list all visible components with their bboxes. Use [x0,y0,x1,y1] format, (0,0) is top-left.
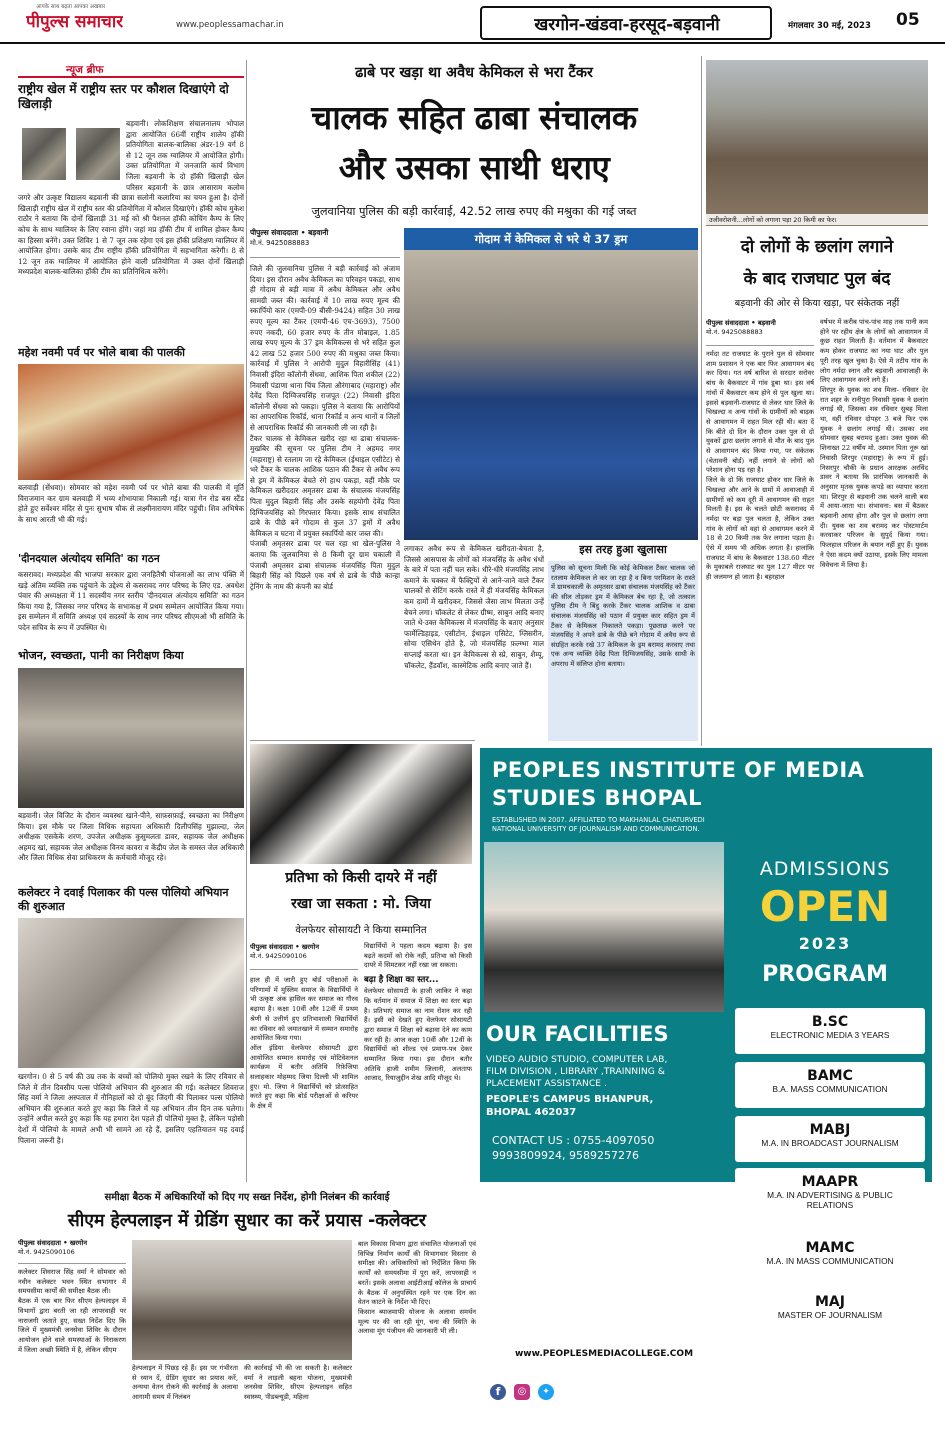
how-caught-title: इस तरह हुआ खुलासा [579,543,667,556]
ziya-byline-phone: मो.नं. 9425090106 [250,952,307,960]
cm-col-3: की कार्रवाई भी की जा सकती है। कलेक्टर वर्मा ने लाड़ली बहना योजना, मुख्यमंत्री जनसेवा शिविर, सीएम हेल्पलाइन सहित स्वास्थ्य, पीडब्ल्यूडी, महिला [244,1364,352,1402]
ad-facilities-line-3: PLACEMENT ASSISTANCE . [486,1078,607,1089]
rajghat-col-2: वर्षभर में करीब पांच-पांच माह तक पानी कम होने पर रहीय क्षेत्र के लोगों को आवागमन में कुछ राहत मिलती है। वर्तमान में बैकवाटर कम होकर राजघाट का नया घाट और पुल पूरी तरह खुल चुका है। ऐसे में तटीय गांव के लोग नर्मदा स्नान और बड़वानी आवाजाही के लिए आवागमन करने लगे हैं। शिरपुर के युवक का शव मिला- रविवार देर रात शहर के रानीपुरा निवासी युवक ने छलांग लगाई थी, जिसका शव रविवार सुबह मिला था, वहीं रविवार दोपहर 3 बजे फिर एक युवक ने छलांग लगाई थी। उसका शव सोमवार सुबह बरामद हुआ। उक्त युवक की शिनाख्त 22 वर्षीय मो. उस्मान पिता नूरू खां निवासी शिरपुर (महाराष्ट्र) के रूप में हुई। निसरपुर चौकी के प्रधान आरक्षक अरविंद डावर ने बताया कि प्रारंभिक जानकारी के अनुसार मृतक युवक कपड़े का व्यापार करता था। शिरपुर से बड़वानी तक चलने वाली बस में आया-जाता था। संभावना: बस में बैठकर बड़वानी आया होगा और पुल से छलांग लगा दी। युवक का शव बरामद कर पोस्टमार्टम करवाकर परिजन के सुपुर्द किया गया। फिलहाल परिजन के बयान नहीं हुए हैं। युवक ने ऐसा कदम क्यों उठाया, इसके लिए मामला विवेचना में लिया है। [820,318,928,569]
course-mabj[interactable] [735,1116,925,1162]
ad-facilities-title: OUR FACILITIES [486,1022,669,1046]
brief-4-body: बड़वानी। जेल विजिट के दौरान व्यवस्था खाने-पीने, साफ़सफ़ाई, स्वच्छता का निरीक्षण किया। इस मौके पर जिला विधिक सहायता अधिकारी दिलीपसिंह मुझाल्दा, जेल अधीक्षक एसकेके शरण, उपजेल अधीक्षक कुसुमलता डावर, सहायक जेल अधीक्षक अहमद खां, सहायक जेल अधीक्षक विनय कावरा व केंद्रीय जेल के समस्त जेल अधिकारी और जिला विधिक सेवा प्राधिकरण के कर्मचारी मौजूद रहे। [18,811,244,863]
ad-title-line-2: STUDIES BHOPAL [492,786,703,810]
lead-col-1: जिले की जुलवानिया पुलिस ने बड़ी कार्रवाई को अंजाम दिया। इस दौरान अवैध केमिकल का परिवहन पकड़ा, साथ ही गोदाम से बड़ी मात्रा में अवैध केमिकल और अवैध सामग्री जब्त की। कार्रवाई में 10 लाख रुपए मूल्य की स्कार्पियो कार (एमपी-09 बीसी-9424) सहित 30 लाख रुपए मूल्य का टैंकर (एमपी-46 एच-3693), 7500 रुपए नकदी, 60 हजार रुपए के तीन मोबाइल, 1.85 लाख रुपए मूल्य के 37 ड्रम केमिकल्स से भरे सहित कुल 42 लाख 52 हजार 500 रुपए की मश्रुका जब्त किया। कार्रवाई में पुलिस ने आरोपी मुदुल विहारीसिंह (41) निवासी इंदिरा कॉलोनी सेंधवा, आशिक पिता शकील (22) निवासी पंडाणा थाना चिंच जिला औरंगाबाद (महाराष्ट्र) और देवेंद्र पिता दिग्विजयसिंह राजपूत (22) निवासी इंदिरा कॉलोनी सेंधवा को पकड़ा। पुलिस ने बताया कि आरोपियों का आपराधिक रिकॉर्ड, थाना रिकॉर्ड व अन्य थानों व जिलों से आपराधिक रिकॉर्ड की जानकारी ली जा रही है। टैंकर चालक से केमिकल खरीद रहा था ढाबा संचालक-मुखबिर की सूचना पर पुलिस टीम ने अहमद नगर (महाराष्ट्र) से रतलाम जा रहे केमिकल (ईथाइल एसीटेट) से भरे टैंकर के चालक आशिक पठान की टैंकर से अवैध रूप से ड्रम में केमिकल बेचते रंगे हाथ पकड़ा, वहीं मौके पर केमिकल खरीददार अमृतसर ढाबा के संचालक मंजयसिंह पिता मुदुल बिहारी सिंह और उसके सहयोगी देवेंद्र पिता दिग्विजयसिंह को गिरफ्तार किया। इसके साथ संचालित ढाबे के पीछे बने गोदाम से कुल 37 ड्रमों में अवैध केमिकल व घटना में प्रयुक्त स्कार्पियो कार जब्त की। पंजाबी अमृतसर ढाबा पर चल रहा था खेल-पुलिस ने बताया कि जुलवानिया से 8 किमी दूर ग्राम चकाली में पंजाबी अमृतसर ढाबा संचालक मंजयसिंह पिता मुदुल बिहारी सिंह को पिछले एक वर्ष से ढाबे के पीछे कान्हा ट्रेनिंग के नाम की कंपनी का बोर्ड [250,264,400,591]
ad-campus-line-2: BHOPAL 462037 [486,1107,577,1118]
ad-website-text: www.PEOPLESMEDIACOLLEGE.COM [514,1349,694,1359]
ad-facilities-line-1: VIDEO AUDIO STUDIO, COMPUTER LAB, [486,1054,668,1065]
course-mamc-desc: M.A. IN MASS COMMUNICATION [766,1256,894,1266]
ziya-headline-line-2: रखा जा सकता : मो. जिया [291,896,431,912]
news-brief-column [18,62,244,1182]
cm-headline: सीएम हेल्पलाइन में ग्रेडिंग सुधार का करें प्रयास -कलेक्टर [67,1211,427,1231]
ad-year: 2023 [798,934,852,953]
rajghat-byline-phone: मो.नं. 9425088883 [706,328,763,336]
rajghat-deck: बड़वानी की ओर से किया खड़ा, पर संकेतक नहीं [734,298,900,309]
ziya-byline-text: पीपुल्स संवाददाता • खरगोन [250,943,319,951]
course-bamc-desc: B.A. MASS COMMUNICATION [772,1084,888,1094]
rajghat-story [706,56,928,746]
how-caught-body: पुलिस को सूचना मिली कि कोई केमिकल टैंकर चालक जो रतलाम केमिकल ले कर जा रहा है व बिना परमिशन के रास्ते में ग्रामचकाली के अमृतसर ढाबा संचालक मंजयसिंह को टैंकर की सील तोड़कर ड्रम में केमिकल बेच रहा है, जो तत्काल पुलिस टीम ने बिंदु करके टैंकर चालक आशिक व ढाबा संचालक मंजयसिंह को पठान में प्रयुक्त कार सहित ड्रम में टैंकर से केमिकल निकालते पकड़ा। पूछताछ करने पर मंजयसिंह ने अपने ढाबे के पीछे बने गोदाम में अवैध रूप से संग्रहित करके रखे 37 केमिकल के ड्रम बरामद करवाए तथा एक अन्य व्यक्ति देवेंद्र पिता दिग्विजयसिंह, उसके साथी के अपराध में संलिप्त होना बताया। [548,561,698,741]
ad-social-icons [490,1384,570,1402]
ad-facilities-line-2: FILM DIVISION , LIBRARY ,TRAINNING & [486,1066,665,1077]
ziya-col-2-body: वेलफेयर सोसायटी के हाजी जाकिर ने कहा कि वर्तमान में समाज में शिक्षा का स्तर बढ़ा है। प्रतिभाएं समाज का नाम रोशन कर रही हैं। इसी को देखते हुए वेलफेयर सोसायटी द्वारा समाज में शिक्षा को बढ़ावा देने का काम कर रही है। आज कक्षा 10वीं और 12वीं के विद्यार्थियों को शील्ड एवं प्रमाण-पत्र देकर सम्मानित किया गया। इस दौरान बतौर अतिथि हाजी शमीम जिलानी, अलताफ आजाद, रियाजुद्दीन शेख आदि मौजूद थे। [364,987,472,1083]
course-bamc-code: BAMC [807,1068,853,1084]
course-mamc[interactable] [735,1234,925,1280]
cm-col-4: बाल विकास विभाग द्वारा संचालित योजनाओं एवं विभिन्न निर्माण कार्यों की विभागवार विस्तार से समीक्षा की। अधिकारियों को निर्देशित किया कि कार्यों को समयसीमा में पूरा करें, लापरवाही न बरतें। इसके अलावा आईटीआई कॉलेज के प्राचार्य के बैठक में अनुपस्थित रहने पर एक दिन का वेतन काटने के निर्देश भी दिए। किसान ब्याजमाफी योजना के अलावा समर्थन मूल्य पर की जा रही मूंग, चना की स्थिति के अलावा मूंग पंजीयन की जानकारी भी ली। [358,1240,476,1336]
polio-drops-photo [18,918,244,1068]
photo-banner [404,228,698,250]
ad-admissions: ADMISSIONS [759,858,891,880]
course-mamc-code: MAMC [805,1240,855,1256]
ziya-col-2 [364,942,472,1182]
how-caught-box [548,542,698,744]
ad-contact-line-1: CONTACT US : 0755-4097050 [492,1134,655,1147]
meeting-photo [132,1240,352,1360]
brief-1-body [18,119,244,343]
ad-campus-line-1: PEOPLE'S CAMPUS BHANPUR, [486,1094,654,1105]
rajghat-photo-caption: उजीवरोशनी...लोगों को लगाना पड़ा 20 किमी का फेर। [706,214,928,225]
ziya-col-2-intro: विद्यार्थियों ने पहला कदम बढ़ाया है। इस बढ़ते कदमों को रोके नहीं, प्रतिभा को किसी दायरे में सिमटकर नहीं रखा जा सकता। [364,942,472,970]
ziya-col-1: हाल ही में जारी हुए बोर्ड परीक्षाओं के परिणामों में मुस्लिम समाज के विद्यार्थियों ने भी उत्कृष्ट अंक हासिल कर समाज का गौरव बढ़ाया है। कक्षा 10वीं और 12वीं में प्रथम श्रेणी से उत्तीर्ण हुए प्रतिभाशाली विद्यार्थियों का रविवार को जमातखाने में सम्मान समारोह आयोजित किया गया। ऑल इंडिया वेलफेयर सोसायटी द्वारा आयोजित सम्मान समारोह एवं मोटिवेशनल कार्यक्रम में बतौर अतिथि रिफ़ेजिया सलाहकार मोहम्मद जिया दिल्ली भी शामिल हुए। मो. जिया ने विद्यार्थियों को प्रोत्साहित करते हुए कहा कि बोर्ड परीक्षाओं से करियर के क्षेत्र में [250,976,358,1111]
lead-story [250,56,698,746]
course-maj[interactable] [735,1288,925,1334]
instagram-icon[interactable]: ◎ [514,1384,530,1400]
course-maj-desc: MASTER OF JOURNALISM [777,1310,883,1320]
ziya-headline-line-1: प्रतिभा को किसी दायरे में नहीं [285,870,437,886]
page-number: 05 [896,10,920,30]
lead-byline [250,228,400,258]
lead-kicker: ढाबे पर खड़ा था अवैध केमिकल से भरा टैंकर [355,65,593,81]
ad-website-bar[interactable] [486,1344,722,1366]
course-bsc[interactable] [735,1008,925,1054]
chemical-drums-photo [404,228,698,540]
rajghat-byline-text: पीपुल्स संवाददाता • बड़वानी [706,319,776,327]
ad-contact-line-2: 9993809924, 9589257276 [492,1149,639,1162]
palki-photo [18,364,244,480]
column-divider-left [246,60,247,1182]
jail-inspection-photo [18,668,244,808]
brief-5-body: खरगोन। 0 से 5 वर्ष की उम्र तक के बच्चों को पोलियो मुक्त रखने के लिए रविवार से जिले में तीन दिवसीय पल्स पोलियो अभियान की शुरुआत की गई। कलेक्टर शिवराज सिंह वर्मा ने जिला अस्पताल में नौनिहालों को दो बूंद जिंदगी की पिलाकर पल्स पोलियो अभियान की शुरुआत करते हुए कहा कि जिले में यह अभियान तीन दिन तक चलेगा। उन्होंने अपील करते हुए कहा कि यह हमारा देश पहले ही पोलियो मुक्त है, लेकिन पड़ोसी देशों में पोलियो के मामले अभी भी सामने आ रहे हैं, इसलिए एहतियातन यह दवाई पिलाना जरूरी है। [18,1072,244,1145]
cm-byline-text: पीपुल्स संवाददाता • खरगोन [18,1239,87,1247]
course-bsc-code: B.SC [811,1014,849,1030]
paper-tagline: आपके साथ बढ़ता आपका अखबार [36,4,106,10]
brief-3-body: कसरावद। मध्यप्रदेश की भाजपा सरकार द्वारा जनहितैषी योजनाओं का लाभ पंक्ति में खड़े अंतिम व्यक्ति तक पहुंचाने के उद्देश्य से कसरावद नगर परिषद के लिए एड. अवधेश पंवार की अध्यक्षता में 11 सदस्यीय नगर स्तरीय 'दीनदयाल अंत्योदय समिति' का गठन किया गया है, जिसका नगर परिषद के सभाकक्ष में प्रथम सम्मेलन आयोजित किया गया। इस सम्मेलन में समिति अध्यक्ष एवं सदस्यों के साथ नगर परिषद सीएमओ भी समिति के पदेन सचिव के रूप में उपस्थित थे। [18,570,244,632]
ziya-story [250,744,472,1182]
lead-headline-line-1: चालक सहित ढाबा संचालक [311,98,637,137]
ziya-subhead: बढ़ा है शिक्षा का स्तर... [364,975,439,986]
ad-open: OPEN [759,882,891,931]
lead-byline-phone: मो.नं. 9425088883 [250,239,310,247]
course-maapr-code: MAAPR [801,1174,859,1190]
rajghat-byline [706,318,814,346]
brief-3-headline: 'दीनदयाल अंत्योदय समिति' का गठन [18,553,160,565]
facebook-icon[interactable]: f [490,1384,506,1400]
lead-col-2: लगाकर अवैध रूप से केमिकल खरीदता-बेचता है, जिससे आसपास के लोगों को मंजयसिंह के अवैध धंधों के बारे में पता नहीं चल सके। धीरे-धीरे मंजयसिंह लाभ कमाने के चक्कर में फैक्ट्रियों से आने-जाने वाले टैंकर चालकों से सेटिंग करके रास्ते में ही मंजयसिंह केमिकल कम दामों में खरीदकर, जिससे जैसा लाभ मिलता उन्हें बेचने लगा। चॉकलेट से लेकर ग्रीष्म, साबुन आदि बनाए जाते थे-उक्त केमिकल्स में मंजयसिंह के बताए अनुसार फार्मेल्डिहाइड, एसीटोन, ईथाइल एसिटेट, ग्लिसरीन, सोया एसिथेन होते है, जो मंजयसिंह फ़ल्म्भा माल सप्लाई करता था। इन केमिकल्स से स्प्रे, साबुन, शैम्पू, चॉकलेट, हैंडवॉश, कास्मेटिक आदि बनाए जाते हैं। [404,544,544,670]
issue-date: मंगलवार 30 मई, 2023 [788,21,871,31]
rajghat-col-1: नर्मदा तट राजघाट के पुराने पुल से सोमवार शाम प्रशासन ने एक बार फिर आवागमन बंद कर दिया। गत वर्ष बारिश से सरदार सरोवर बांध के बैकवाटर में गांव डूबा था। इस वर्ष गांवों में बैकवाटर कम होने से पुल खुला था। इससे बड़वानी-राजघाट से लेकर धार जिले के चिखल्दा व अन्य गांवों के ग्रामीणों को बाढ़क से आवागमन में राहत मिल रही थी। बता दें कि बीते दो दिन के दौरान उक्त पुल से दो युवकों द्वारा छलांग लगाने से मौत के बाद पुल से आवागमन बंद किया गया, पर संकेतक (चेतावनी बोर्ड) नहीं लगाने से लोगों को परेशान होना पड़ रहा है। जिले के दो किं राजघाट होकर धार जिले के चिखल्दा और आने के ग्रामों में आवाजाही में ग्रामीणों को कम दूरी में आवागमन की राहत मिलती है। इस के चलते छोटी कसरावद में नर्मदा पर बड़ा पुल चलता है, लेकिन उक्त गांव के लोगों को वहां से आवागमन करने में 18 से 20 किमी तक फेर लगाना पड़ता है। ऐसे में समय भी अधिक लगता है। हालांकि राजघाट में बांध के बैकवाटर 138.60 मीटर के मुकाबले राजघाट का पुल 127 मीटर पर ही जलमग्न हो जाता है। बहरहाल [706,350,814,582]
felicitation-photo [250,744,472,864]
paper-website[interactable]: www.peoplessamachar.in [176,20,284,30]
column-divider-right [701,56,702,746]
cm-byline-phone: मो.नं. 9425090106 [18,1248,75,1256]
ad-title-line-1: PEOPLES INSTITUTE OF MEDIA [492,758,865,782]
news-brief-label [18,62,244,78]
course-maapr[interactable] [735,1168,925,1226]
course-maj-code: MAJ [815,1294,845,1310]
course-bamc[interactable] [735,1062,925,1108]
lead-headline-line-2: और उसका साथी धराए [338,148,610,187]
rajghat-headline-line-2: के बाद राजघाट पुल बंद [743,269,891,289]
cm-col-2: हेल्पलाइन में पिछड़ रहे हैं। इस पर गंभीरता से ध्यान दें, ग्रेडिंग सुधार का प्रयास करें, अन्यथा वेतन रोकने की कार्रवाई के अलावा आगामी समय में निलंबन [132,1364,238,1402]
ad-students-photo [484,842,724,1012]
photo-banner-text: गोदाम में केमिकल से भरे थे 37 ड्रम [474,232,628,246]
brief-4-headline: भोजन, स्वच्छता, पानी का निरीक्षण किया [18,649,184,662]
news-brief-text: न्यूज ब्रीफ [66,64,104,76]
brief-5-headline: कलेक्टर ने दवाई पिलाकर की पल्स पोलियो अभियान की शुरुआत [18,886,229,913]
masthead [0,0,945,44]
horizontal-divider-mid [250,740,475,741]
ad-program-label: PROGRAM [762,962,888,987]
ad-established-line-1: ESTABLISHED IN 2007. AFFILIATED TO MAKHANLAL CHATURVEDI [492,816,705,824]
course-mabj-desc: M.A. IN BROADCAST JOURNALISM [761,1138,899,1148]
cm-helpline-story [18,1186,476,1441]
course-maapr-desc: M.A. IN ADVERTISING & PUBLIC RELATIONS [767,1190,893,1210]
cm-kicker: समीक्षा बैठक में अधिकारियों को दिए गए सख्त निर्देश, होगी निलंबन की कार्रवाई [104,1192,390,1203]
lead-deck: जुलवानिया पुलिस की बड़ी कार्रवाई, 42.52 लाख रुपए की मश्रुका की गई जब्त [311,205,637,218]
lead-byline-text: पीपुल्स संवाददाता • बड़वानी [250,228,329,237]
ziya-byline [250,942,358,970]
course-mabj-code: MABJ [809,1122,851,1138]
rajghat-headline-line-1: दो लोगों के छलांग लगाने [740,237,894,257]
brief-2-body: बलवाड़ी (सेंधवा)। सोमवार को महेश नवमी पर्व पर भोले बाबा की पालकी में मूर्ति विराजमान कर ग्राम बलवाड़ी में भव्य शोभायात्रा निकाली गई। यात्रा गेन रोड बस स्टैंड होते हुए सर्वेश्वर मंदिर से पुनः सुभाष चौक से लक्ष्मीनारायण मंदिर पहुंची। शिव अभिषेक के साथ आरती भी की गई। [18,483,244,524]
cm-col-1: कलेक्टर शिवराज सिंह वर्मा ने सोमवार को नवीन कलेक्टर भवन स्थित सभागार में समयसीमा कार्यों की समीक्षा बैठक ली। बैठक में एक बार फिर सीएम हेल्पलाइन में विभागों द्वारा बरती जा रही लापरवाही पर नाराजगी जताते हुए, सख्त निर्देश दिए कि जिले में मुख्यमंत्री जनसेवा शिविर के दौरान आयोजन होने वाले समस्याओं के निराकरण में जिला अच्छी स्थिति में है, लेकिन सीएम [18,1268,126,1354]
brief-1-text: बड़वानी। लोकशिक्षण संचालनालय भोपाल द्वारा आयोजित 66वीं राष्ट्रीय शालेय हॉकी प्रतियोगिता बालक-बालिका अंडर-19 वर्ग 8 से 12 जून तक ग्वालियर में आयोजित होगी। उक्त प्रतियोगिता में जनजाति कार्य विभाग जिला बड़वानी के दो हॉकी खिलाड़ी खेल परिसर बड़वानी के छात्र आसाराम कलोम जगरे और उत्कृष्ट विद्यालय बड़वानी की छात्रा सलोनी कलारिया का चयन हुआ है। दोनों खिलाड़ी राष्ट्रीय खेल में राष्ट्रीय स्तर की प्रतियोगिता में कौशल दिखाएंगे। हॉकी कोच मुकेश राठौर ने बताया कि दोनों खिलाड़ी 31 मई को श्री पैशनल हॉकी कोचिंग कैम्प के लिए कोच के साथ ग्वालियर के लिए रवाना होंगे। जहां मप्र हॉकी टीम में शामिल होकर कैम्प का हिस्सा बनेंगे। उक्त शिविर 1 से 7 जून तक रहेगा एवं इस हॉकी प्रशिक्षण ग्वालियर में आयोजित होगा। उसके बाद टीम राष्ट्रीय हॉकी प्रतियोगिता में सहभागिता करेगी। 8 से 12 जून तक ग्वालियर में आयोजित होने वाली प्रतियोगिता में उक्त दोनों खिलाड़ी मध्यप्रदेश बालक-बालिका हॉकी टीम का प्रतिनिधित्व करेंगे। [18,119,244,277]
paper-logo: पीपुल्स समाचार [26,12,124,32]
region-title: खरगोन-खंडवा-हरसूद-बड़वानी [534,15,720,35]
ziya-deck: वेलफेयर सोसायटी ने किया सम्मानित [295,925,427,936]
course-bsc-desc: ELECTRONIC MEDIA 3 YEARS [770,1030,890,1040]
rajghat-photo [706,60,928,226]
brief-2-headline: महेश नवमी पर्व पर भोले बाबा की पालकी [18,346,185,359]
twitter-icon[interactable]: ✦ [538,1384,554,1400]
cm-byline [18,1238,126,1264]
brief-1-headline: राष्ट्रीय खेल में राष्ट्रीय स्तर पर कौशल दिखाएंगे दो खिलाड़ी [18,82,229,111]
ad-established-line-2: NATIONAL UNIVERSITY OF JOURNALISM AND COMMUNICATION. [492,825,700,833]
